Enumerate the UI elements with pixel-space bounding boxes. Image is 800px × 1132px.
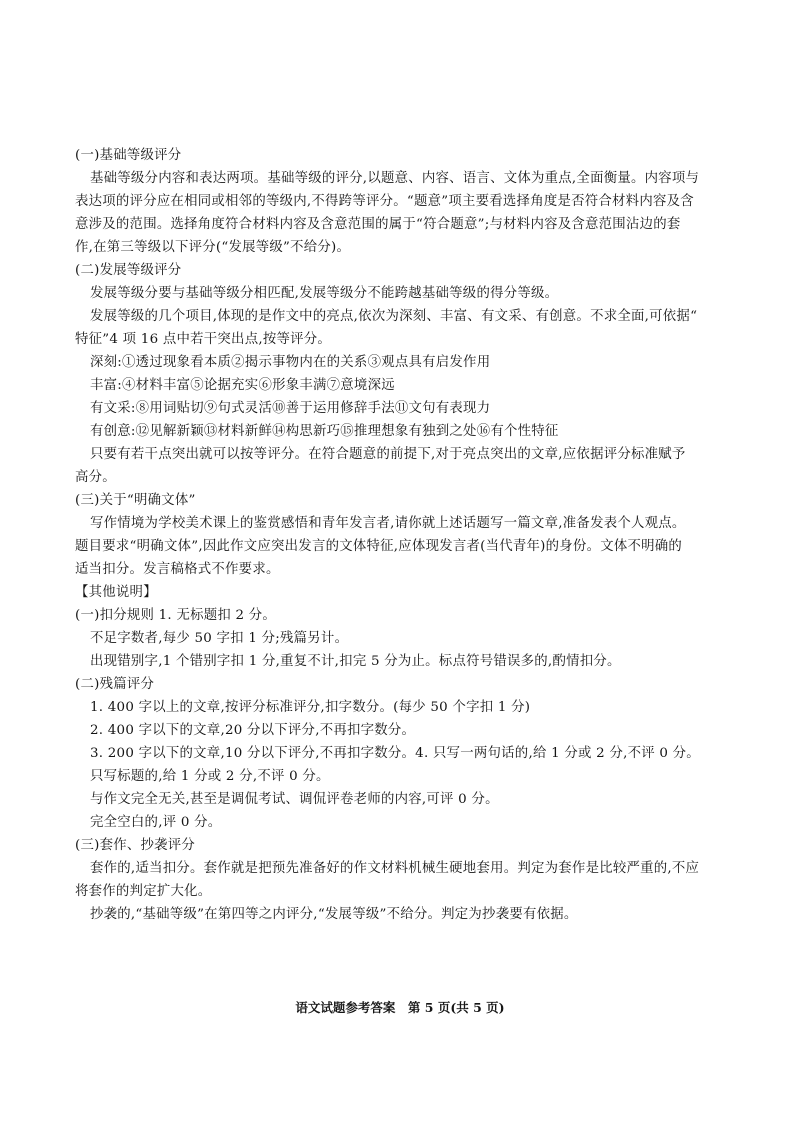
paragraph-line: 只要有若干点突出就可以按等评分。在符合题意的前提下,对于亮点突出的文章,应依据评分标准赋予	[90, 447, 686, 462]
paragraph-line: 适当扣分。发言稿格式不作要求。	[75, 562, 280, 577]
criteria-line-literary: 有文采:⑧用词贴切⑨句式灵活⑩善于运用修辞手法⑪文句有表现力	[90, 401, 491, 416]
section-heading: (一)基础等级评分	[75, 148, 182, 163]
paragraph-line: 表达项的评分应在相同或相邻的等级内,不得跨等评分。“题意”项主要看选择角度是否符合材料内容及含	[75, 194, 694, 209]
paragraph-line: 发展等级的几个项目,体现的是作文中的亮点,依次为深刻、丰富、有文采、有创意。不求全面,可依据“	[90, 309, 698, 324]
list-item: 1. 400 字以上的文章,按评分标准评分,扣字数分。(每少 50 个字扣 1 分)	[90, 700, 531, 715]
paragraph-line: 高分。	[75, 470, 116, 485]
criteria-line-deep: 深刻:①透过现象看本质②揭示事物内在的关系③观点具有启发作用	[90, 355, 491, 370]
criteria-line-rich: 丰富:④材料丰富⑤论据充实⑥形象丰满⑦意境深远	[90, 378, 395, 393]
paragraph-line: 写作情境为学校美术课上的鉴赏感悟和青年发言者,请你就上述话题写一篇文章,准备发表个人观点。	[90, 516, 686, 531]
paragraph-line: 套作的,适当扣分。套作就是把预先准备好的作文材料机械生硬地套用。判定为套作是比较严重的,不应	[90, 861, 700, 876]
paragraph-line: 题目要求“明确文体”,因此作文应突出发言的文体特征,应体现发言者(当代青年)的身份。文体不明确的	[75, 539, 683, 554]
section-heading: (三)关于“明确文体”	[75, 493, 196, 508]
section-heading: (一)扣分规则 1. 无标题扣 2 分。	[75, 608, 277, 623]
paragraph-line: 作,在第三等级以下评分(“发展等级”不给分)。	[75, 240, 351, 255]
paragraph-line: 与作文完全无关,甚至是调侃考试、调侃评卷老师的内容,可评 0 分。	[90, 792, 499, 807]
section-heading: (二)残篇评分	[75, 677, 155, 692]
paragraph-line: 将套作的判定扩大化。	[75, 884, 212, 899]
paragraph-line: 特征”4 项 16 点中若干突出点,按等评分。	[75, 332, 332, 347]
section-heading: (三)套作、抄袭评分	[75, 838, 196, 853]
paragraph-line: 基础等级分内容和表达两项。基础等级的评分,以题意、内容、语言、文体为重点,全面衡量。内容项与	[90, 171, 700, 186]
section-heading: 【其他说明】	[75, 585, 157, 600]
paragraph-line: 只写标题的,给 1 分或 2 分,不评 0 分。	[90, 769, 330, 784]
section-heading: (二)发展等级评分	[75, 263, 182, 278]
paragraph-line: 完全空白的,评 0 分。	[90, 815, 222, 830]
paragraph-line: 抄袭的,“基础等级”在第四等之内评分,“发展等级”不给分。判定为抄袭要有依据。	[90, 907, 578, 922]
paragraph-line: 意涉及的范围。选择角度符合材料内容及含意范围的属于“符合题意”;与材料内容及含意范围沾边的套	[75, 217, 681, 232]
list-item: 3. 200 字以下的文章,10 分以下评分,不再扣字数分。4. 只写一两句话的,给 1 分或 2 分,不评 0 分。	[90, 746, 700, 761]
page-footer: 语文试题参考答案 第 5 页(共 5 页)	[295, 1000, 505, 1015]
list-item: 2. 400 字以下的文章,20 分以下评分,不再扣字数分。	[90, 723, 416, 738]
paragraph-line: 出现错别字,1 个错别字扣 1 分,重复不计,扣完 5 分为止。标点符号错误多的,酌情扣分。	[90, 654, 621, 669]
criteria-line-creative: 有创意:⑫见解新颖⑬材料新鲜⑭构思新巧⑮推理想象有独到之处⑯有个性特征	[90, 424, 559, 439]
paragraph-line: 发展等级分要与基础等级分相匹配,发展等级分不能跨越基础等级的得分等级。	[90, 286, 559, 301]
paragraph-line: 不足字数者,每少 50 字扣 1 分;残篇另计。	[90, 631, 349, 646]
